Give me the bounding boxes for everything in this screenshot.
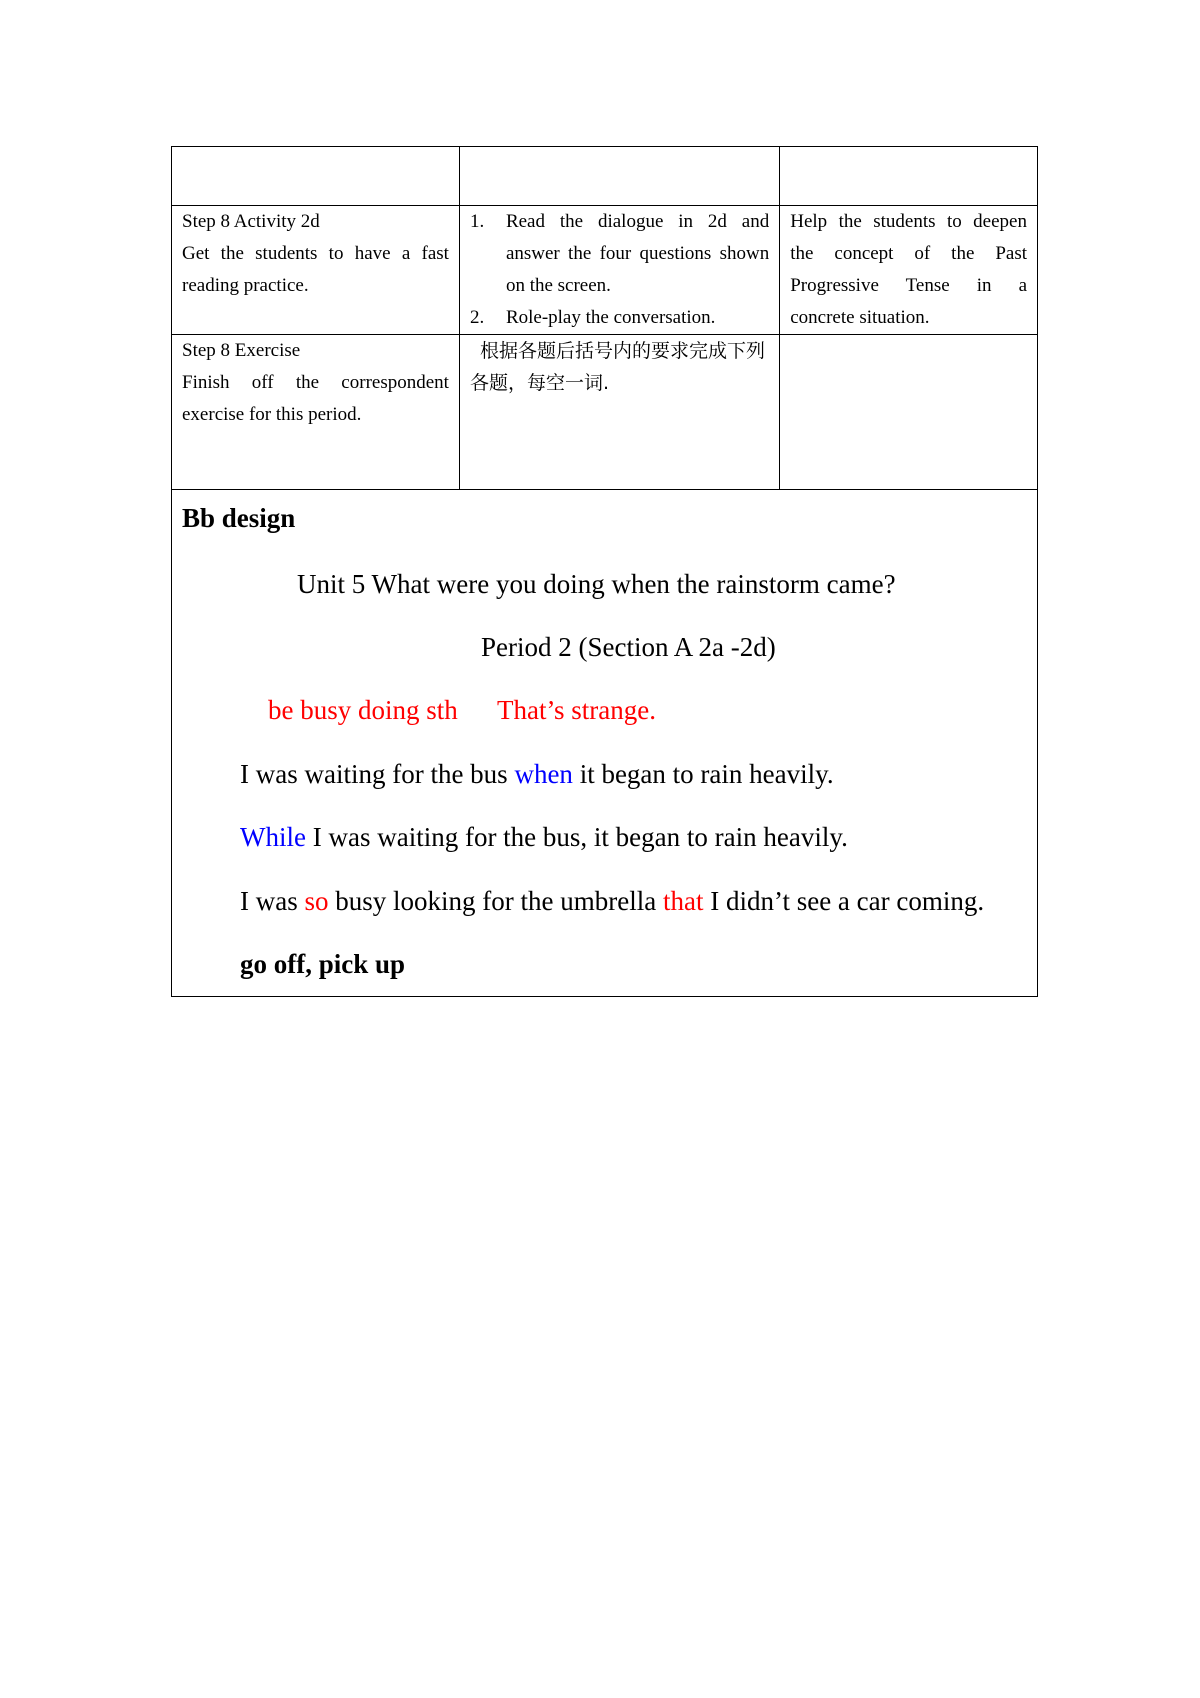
step-cell [172, 206, 460, 335]
table-cell [172, 147, 460, 206]
keyword-while: While [240, 822, 306, 852]
list-item [470, 206, 769, 302]
list-item [470, 302, 769, 334]
step-cell [172, 335, 460, 490]
activity-cell [459, 206, 779, 335]
list-number: 1. [469, 211, 485, 232]
table-row-exercise [172, 335, 1038, 490]
bb-sentence-so-that [240, 883, 984, 919]
sentence-text: it began to rain heavily. [572, 759, 834, 789]
list-number: 2. [469, 307, 485, 328]
activity-list [470, 206, 769, 334]
table-row-activity-2d [172, 206, 1038, 335]
purpose-cell [780, 335, 1038, 490]
exercise-instruction: 根据各题后括号内的要求完成下列各题，每空一词. [459, 335, 779, 490]
table-cell [459, 147, 779, 206]
bb-period: Period 2 (Section A 2a -2d) [481, 632, 776, 662]
bb-phrasal-verbs: go off, pick up [240, 949, 406, 979]
sentence-text: I was [240, 886, 305, 916]
keyword-when: when [514, 759, 573, 789]
bb-sentence-while [240, 819, 848, 855]
step-description: Finish off the correspondent exercise for this period. [182, 372, 449, 425]
table-row-empty [172, 147, 1038, 206]
bb-phrase-strange: That’s strange. [497, 695, 656, 725]
bb-unit-title: Unit 5 What were you doing when the rainstorm came? [297, 569, 896, 599]
bb-design-heading: Bb design [182, 503, 296, 533]
sentence-text: I didn’t see a car coming. [703, 886, 985, 916]
sentence-text: I was waiting for the bus, it began to rain heavily. [305, 822, 848, 852]
sentence-text: busy looking for the umbrella [328, 886, 663, 916]
bb-phrase-busy: be busy doing sth [268, 695, 458, 725]
purpose-cell: Help the students to deepen the concept of the Past Progressive Tense in a concrete situation. [780, 206, 1038, 335]
sentence-text: I was waiting for the bus [240, 759, 515, 789]
list-text: Role-play the conversation. [505, 307, 716, 328]
step-description: Get the students to have a fast reading practice. [182, 243, 449, 296]
step-title: Step 8 Activity 2d [182, 211, 320, 232]
table-cell [780, 147, 1038, 206]
keyword-so: so [304, 886, 329, 916]
keyword-that: that [662, 886, 704, 916]
list-text: Read the dialogue in 2d and answer the four questions shown on the screen. [505, 211, 770, 296]
step-title: Step 8 Exercise [182, 340, 301, 361]
bb-sentence-when [240, 756, 834, 792]
